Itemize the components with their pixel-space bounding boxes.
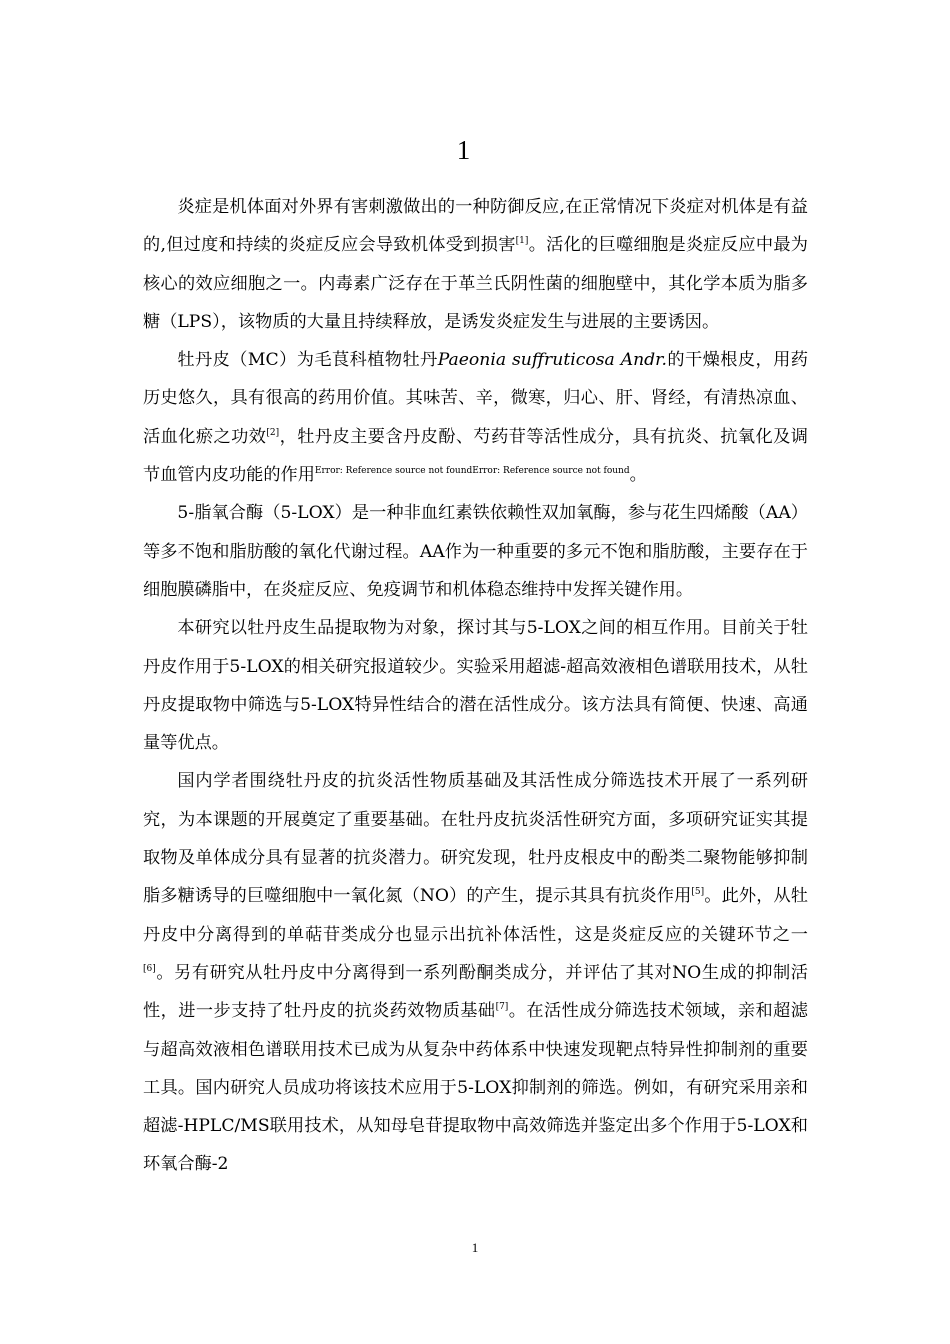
citation: [5] (691, 887, 705, 898)
paragraph-text: 本研究以牡丹皮生品提取物为对象，探讨其与5-LOX之间的相互作用。目前关于牡丹皮作用于5-LOX的相关研究报道较少。实验采用超滤-超高效液相色谱联用技术，从牡丹皮提取物中筛选与5-LOX特异性结合的潜在活性成分。该方法具有简便、快速、高通量等优点。 (143, 618, 808, 754)
paragraph-text: ，牡丹皮主要含丹皮酚、芍药苷等活性成分，具有抗炎、抗氧化及调节血管内皮功能的作用 (143, 426, 808, 486)
citation: [6] (143, 963, 156, 974)
paragraph-text: 。在活性成分筛选技术领域，亲和超滤与超高效液相色谱联用技术已成为从复杂中药体系中快速发现靶点特异性抑制剂的重要工具。国内研究人员成功将该技术应用于5-LOX抑制剂的筛选。例如，有研究采用亲和超滤-HPLC/MS联用技术，从知母皂苷提取物中高效筛选并鉴定出多个作用于5-LOX和环氧合酶-2 (143, 1001, 808, 1175)
paragraph-text: 。 (629, 465, 647, 486)
paragraph-text: 的干燥根皮，用药历史悠久，具有很高的药用价值。其味苦、辛，微寒，归心、肝、肾经，有清热凉血、活血化瘀之功效 (143, 350, 808, 447)
citation: [1] (515, 236, 529, 247)
body-text (143, 188, 808, 1184)
latin-name: Paeonia suffruticosa Andr. (437, 350, 667, 371)
paragraph-inflammation (143, 188, 808, 341)
paragraph-text: 炎症是机体面对外界有害刺激做出的一种防御反应,在正常情况下炎症对机体是有益的,但过度和持续的炎症反应会导致机体受到损害 (143, 197, 808, 256)
citation-error: Error: Reference source not foundError: Reference source not found (314, 466, 630, 477)
paragraph-study-aim (143, 609, 808, 762)
paragraph-text: 国内学者围绕牡丹皮的抗炎活性物质基础及其活性成分筛选技术开展了一系列研究，为本课题的开展奠定了重要基础。在牡丹皮抗炎活性研究方面，多项研究证实其提取物及单体成分具有显著的抗炎潜力。研究发现，牡丹皮根皮中的酚类二聚物能够抑制脂多糖诱导的巨噬细胞中一氧化氮（NO）的产生，提示其具有抗炎作用 (143, 771, 808, 907)
paragraph-text: 牡丹皮（MC）为毛茛科植物牡丹 (177, 350, 438, 371)
paragraph-text: 。活化的巨噬细胞是炎症反应中最为核心的效应细胞之一。内毒素广泛存在于革兰氏阴性菌的细胞壁中，其化学本质为脂多糖（LPS），该物质的大量且持续释放，是诱发炎症发生与进展的主要诱因。 (143, 235, 808, 332)
paragraph-domestic-research (143, 762, 808, 1183)
chapter-heading: 1 (456, 135, 471, 165)
citation: [2] (266, 427, 280, 438)
paragraph-text: 。此外，从牡丹皮中分离得到的单萜苷类成分也显示出抗补体活性，这是炎症反应的关键环节之一 (143, 886, 808, 945)
paragraph-5-lox (143, 494, 808, 609)
paragraph-text: 。另有研究从牡丹皮中分离得到一系列酚酮类成分，并评估了其对NO生成的抑制活性，进一步支持了牡丹皮的抗炎药效物质基础 (143, 962, 808, 1022)
page-number: 1 (471, 1240, 479, 1255)
citation: [7] (495, 1002, 509, 1013)
paragraph-moutan-cortex (143, 341, 808, 494)
paragraph-text: 5-脂氧合酶（5-LOX）是一种非血红素铁依赖性双加氧酶，参与花生四烯酸（AA）等多不饱和脂肪酸的氧化代谢过程。AA作为一种重要的多元不饱和脂肪酸，主要存在于细胞膜磷脂中，在炎症反应、免疫调节和机体稳态维持中发挥关键作用。 (143, 503, 808, 600)
